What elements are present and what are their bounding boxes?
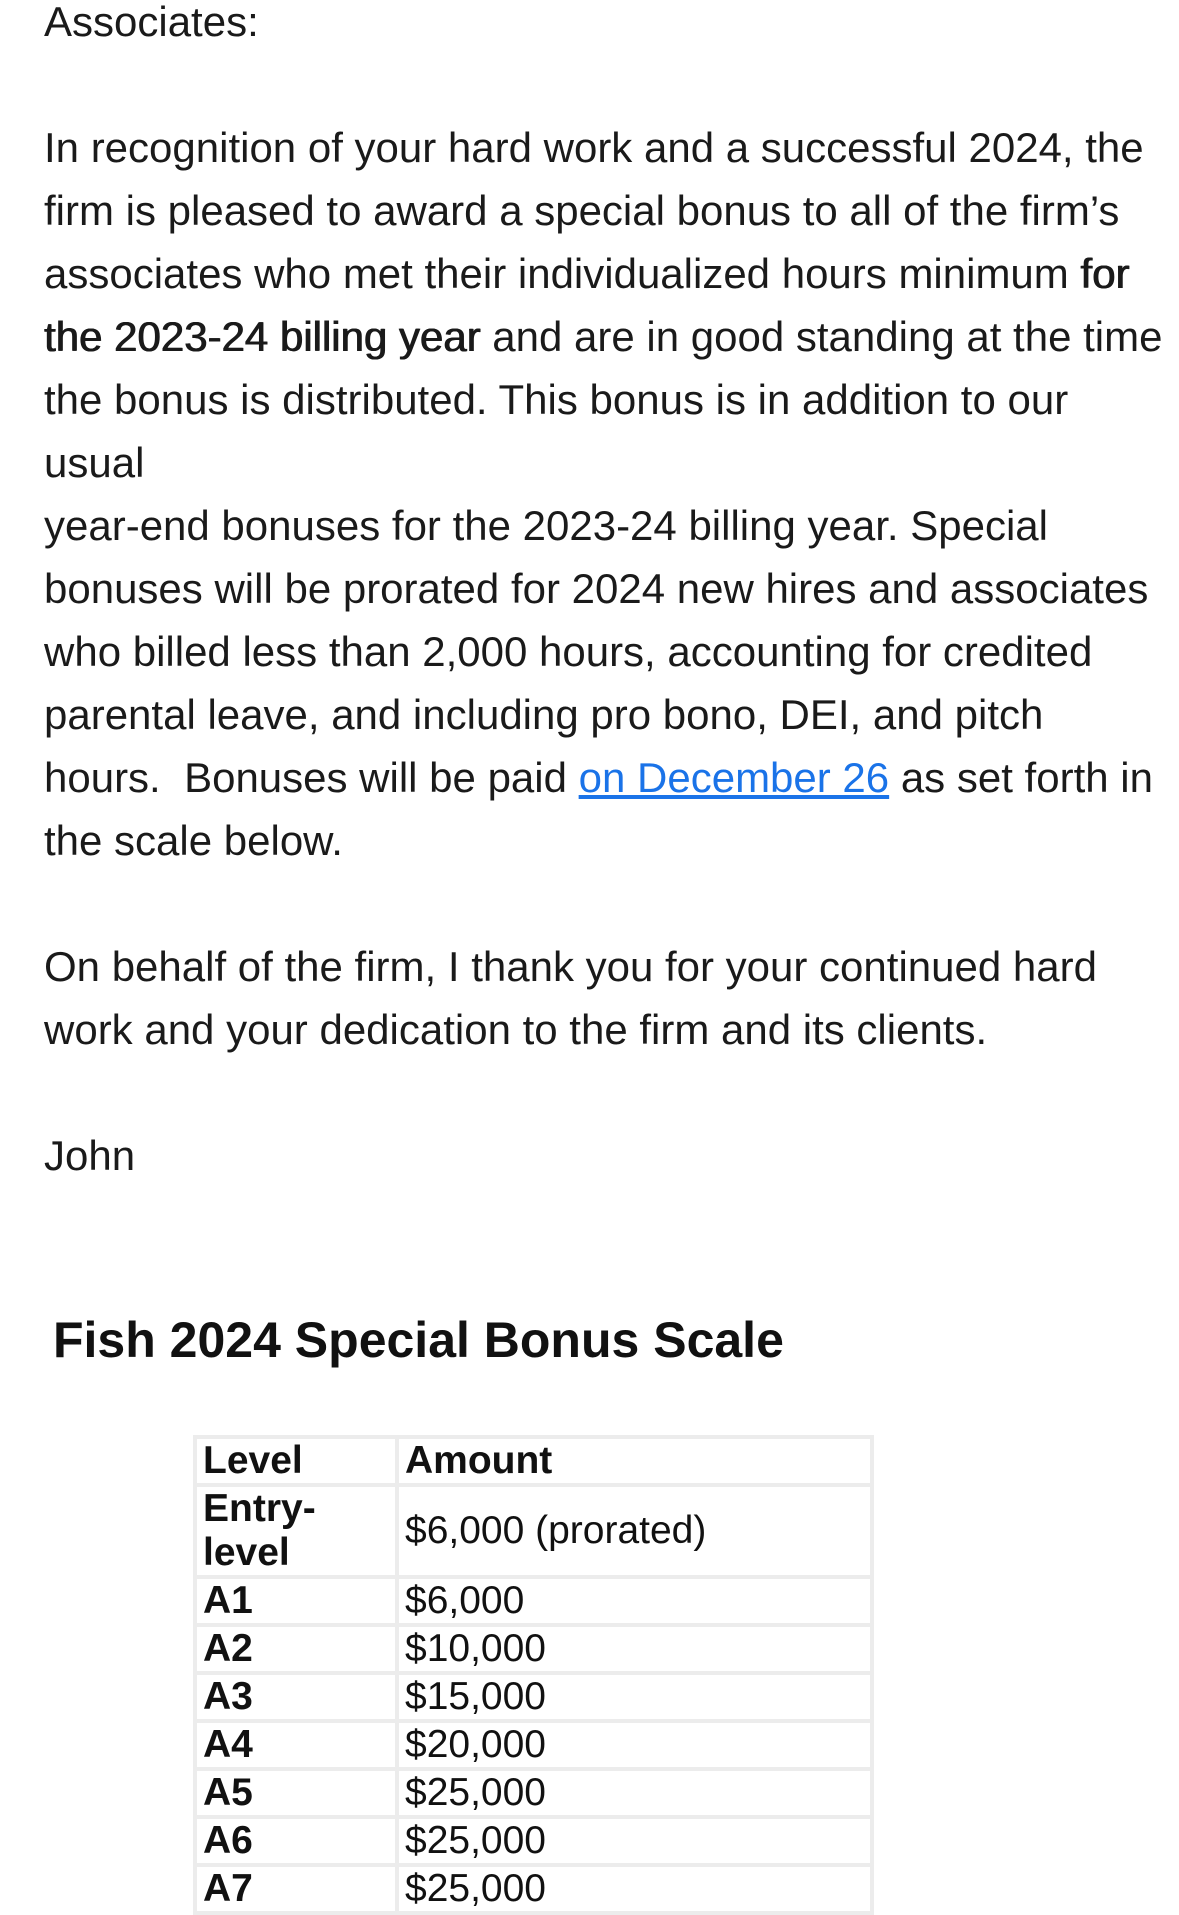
text-segment: John bbox=[44, 1132, 136, 1179]
text-line bbox=[44, 557, 1165, 620]
text-segment: and are in good standing at the time bbox=[480, 313, 1163, 360]
level-cell: A2 bbox=[195, 1625, 397, 1673]
table-row bbox=[195, 1485, 872, 1577]
table-row bbox=[195, 1865, 872, 1913]
column-header-level: Level bbox=[195, 1437, 397, 1485]
text-segment: the scale below. bbox=[44, 817, 343, 864]
text-segment: hours. Bonuses will be paid bbox=[44, 754, 579, 801]
text-line bbox=[44, 998, 1165, 1061]
text-line bbox=[44, 809, 1165, 872]
table-row bbox=[195, 1673, 872, 1721]
table-row bbox=[195, 1721, 872, 1769]
december-26-link[interactable]: on December 26 bbox=[578, 754, 890, 801]
level-cell: A6 bbox=[195, 1817, 397, 1865]
text-segment: work and your dedication to the firm and its clients. bbox=[44, 1006, 988, 1053]
text-line bbox=[44, 116, 1165, 179]
amount-cell: $25,000 bbox=[397, 1817, 872, 1865]
text-segment: parental leave, and including pro bono, DEI, and pitch bbox=[44, 691, 1044, 738]
level-cell: A1 bbox=[195, 1577, 397, 1625]
level-cell: A4 bbox=[195, 1721, 397, 1769]
text-segment: In recognition of your hard work and a successful 2024, the bbox=[44, 124, 1144, 171]
text-line bbox=[44, 620, 1165, 683]
column-header-amount: Amount bbox=[397, 1437, 872, 1485]
closing-paragraph bbox=[44, 935, 1165, 1061]
level-cell: A7 bbox=[195, 1865, 397, 1913]
text-line bbox=[44, 242, 1165, 305]
emphasized-text: for bbox=[1080, 250, 1130, 297]
amount-cell: $15,000 bbox=[397, 1673, 872, 1721]
signature bbox=[44, 1124, 1165, 1187]
level-cell: A5 bbox=[195, 1769, 397, 1817]
text-line bbox=[44, 179, 1165, 242]
text-line bbox=[44, 305, 1165, 368]
amount-cell: $6,000 (prorated) bbox=[397, 1485, 872, 1577]
level-cell: Entry-level bbox=[195, 1485, 397, 1577]
bonus-scale-title: Fish 2024 Special Bonus Scale bbox=[53, 1312, 784, 1368]
text-segment: associates who met their individualized hours minimum bbox=[44, 250, 1081, 297]
text-line bbox=[44, 935, 1165, 998]
text-line bbox=[44, 368, 1165, 494]
text-line bbox=[44, 0, 1165, 53]
amount-cell: $25,000 bbox=[397, 1769, 872, 1817]
level-cell: A3 bbox=[195, 1673, 397, 1721]
text-line bbox=[44, 494, 1165, 557]
text-segment: Associates: bbox=[44, 0, 259, 45]
salutation bbox=[44, 0, 1165, 53]
text-segment: On behalf of the firm, I thank you for your continued hard bbox=[44, 943, 1097, 990]
text-line bbox=[44, 746, 1165, 809]
table-row bbox=[195, 1817, 872, 1865]
text-segment: as set forth in bbox=[889, 754, 1153, 801]
table-row bbox=[195, 1769, 872, 1817]
text-segment: the bonus is distributed. This bonus is in addition to our usual bbox=[44, 376, 1080, 486]
amount-cell: $20,000 bbox=[397, 1721, 872, 1769]
text-segment: firm is pleased to award a special bonus to all of the firm’s bbox=[44, 187, 1120, 234]
text-line bbox=[44, 1124, 1165, 1187]
amount-cell: $6,000 bbox=[397, 1577, 872, 1625]
body-paragraph bbox=[44, 116, 1165, 872]
text-segment: bonuses will be prorated for 2024 new hires and associates bbox=[44, 565, 1149, 612]
amount-cell: $10,000 bbox=[397, 1625, 872, 1673]
text-line bbox=[44, 683, 1165, 746]
text-segment: who billed less than 2,000 hours, accounting for credited bbox=[44, 628, 1093, 675]
table-row bbox=[195, 1625, 872, 1673]
table-header-row bbox=[195, 1437, 872, 1485]
amount-cell: $25,000 bbox=[397, 1865, 872, 1913]
email-paragraphs bbox=[44, 0, 1165, 1187]
table-row bbox=[195, 1577, 872, 1625]
emphasized-text: the 2023-24 billing year bbox=[44, 313, 481, 360]
text-segment: year-end bonuses for the 2023-24 billing year. Special bbox=[44, 502, 1048, 549]
bonus-scale-table bbox=[193, 1435, 874, 1915]
